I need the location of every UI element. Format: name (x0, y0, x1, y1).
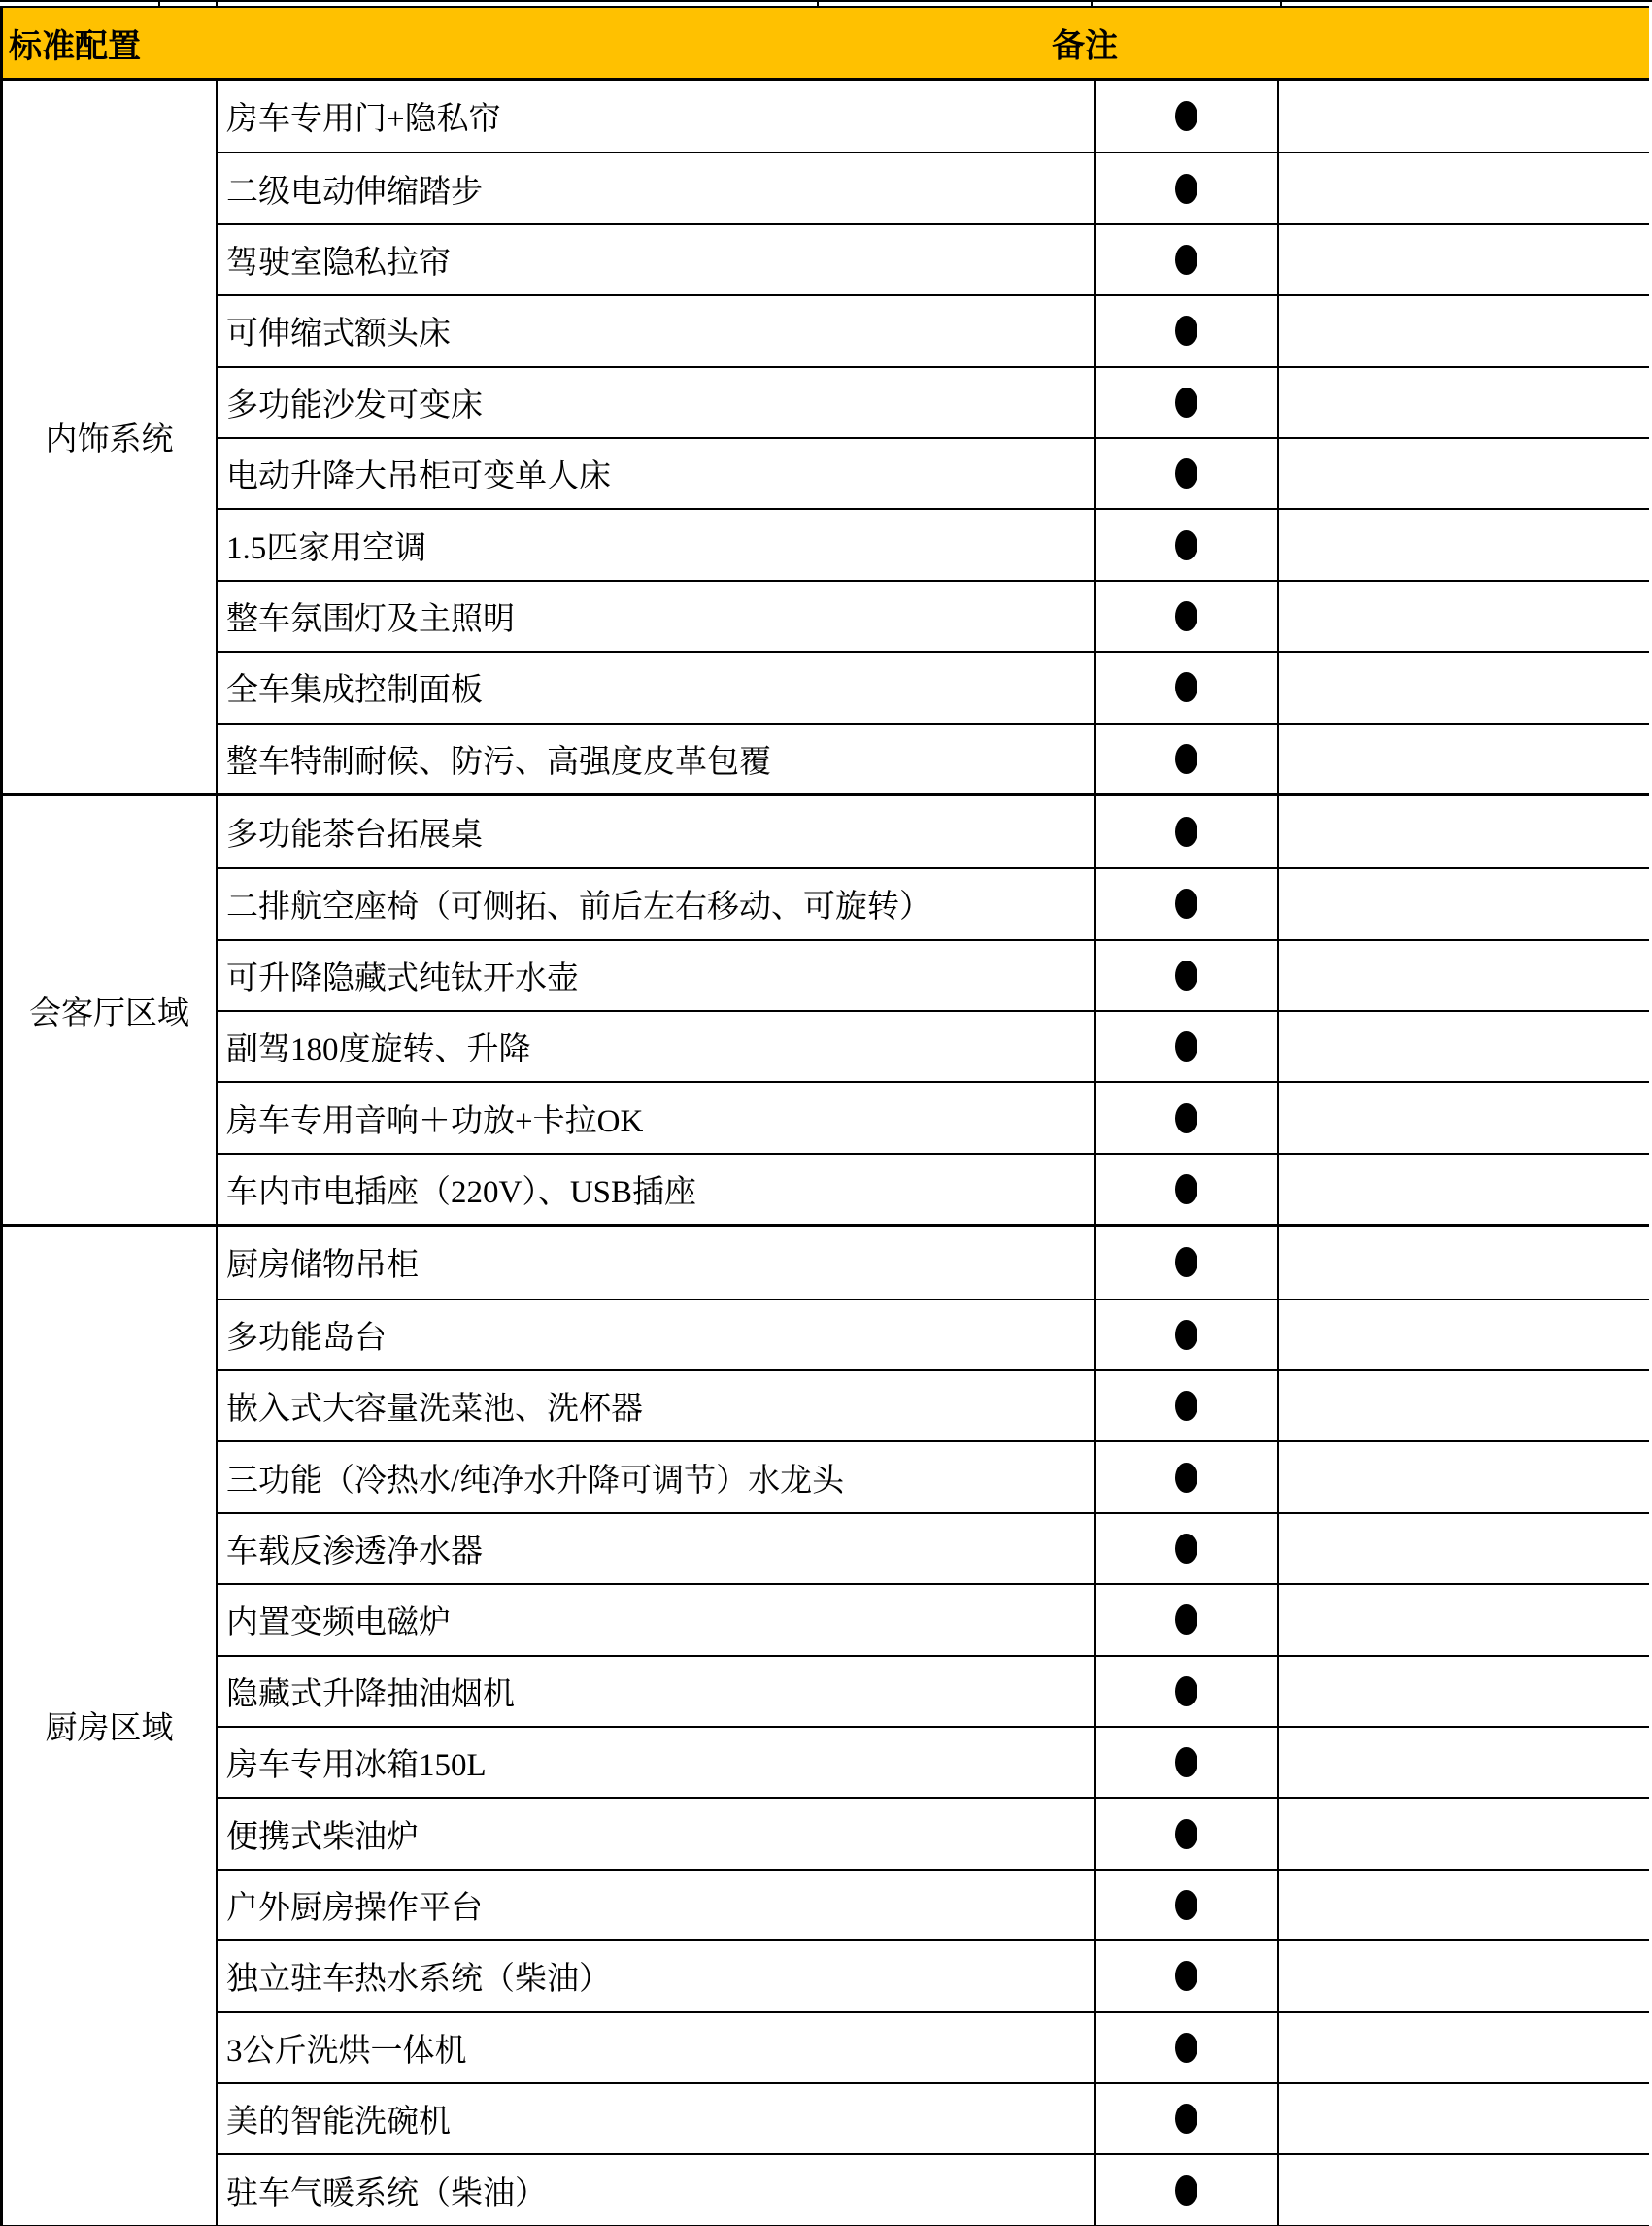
standard-dot-icon (1175, 889, 1197, 919)
remark-cell (1279, 1585, 1649, 1654)
table-row (218, 81, 1649, 152)
table-row (218, 1655, 1649, 1726)
table-row (218, 1440, 1649, 1511)
table-row (218, 1512, 1649, 1583)
remark-cell (1279, 1871, 1649, 1939)
feature-cell: 副驾180度旋转、升降 (218, 1012, 1096, 1081)
table-row (218, 2153, 1649, 2224)
feature-cell: 房车专用门+隐私帘 (218, 81, 1096, 152)
spec-table-body (3, 81, 1649, 2226)
standard-dot-icon (1175, 1391, 1197, 1421)
remark-cell (1279, 1083, 1649, 1152)
table-header (3, 6, 1649, 81)
remark-cell (1279, 2013, 1649, 2082)
standard-cell (1096, 510, 1279, 579)
remark-cell (1279, 582, 1649, 651)
standard-cell (1096, 225, 1279, 294)
feature-cell: 可伸缩式额头床 (218, 296, 1096, 365)
standard-cell (1096, 582, 1279, 651)
feature-cell: 三功能（冷热水/纯净水升降可调节）水龙头 (218, 1442, 1096, 1511)
standard-dot-icon (1175, 1320, 1197, 1350)
feature-cell: 户外厨房操作平台 (218, 1871, 1096, 1939)
feature-cell: 车内市电插座（220V）、USB插座 (218, 1155, 1096, 1224)
remark-cell (1279, 439, 1649, 508)
remark-cell (1279, 1514, 1649, 1583)
feature-cell: 二级电动伸缩踏步 (218, 153, 1096, 222)
table-row (218, 366, 1649, 437)
table-row (218, 580, 1649, 651)
category-cell: 会客厅区域 (3, 796, 218, 1224)
standard-dot-icon (1175, 1890, 1197, 1920)
table-row (218, 152, 1649, 222)
feature-cell: 车载反渗透净水器 (218, 1514, 1096, 1583)
remark-cell (1279, 653, 1649, 722)
section-rows (218, 796, 1649, 1224)
standard-dot-icon (1175, 245, 1197, 275)
standard-dot-icon (1175, 672, 1197, 702)
standard-dot-icon (1175, 1463, 1197, 1493)
standard-dot-icon (1175, 601, 1197, 631)
table-row (218, 723, 1649, 793)
standard-dot-icon (1175, 1031, 1197, 1062)
feature-cell: 房车专用音响＋功放+卡拉OK (218, 1083, 1096, 1152)
standard-cell (1096, 796, 1279, 867)
feature-cell: 多功能茶台拓展桌 (218, 796, 1096, 867)
feature-cell: 多功能岛台 (218, 1300, 1096, 1369)
standard-cell (1096, 1300, 1279, 1369)
feature-cell: 厨房储物吊柜 (218, 1227, 1096, 1298)
table-section (3, 81, 1649, 793)
standard-dot-icon (1175, 817, 1197, 847)
section-rows (218, 1227, 1649, 2224)
remark-cell (1279, 153, 1649, 222)
standard-cell (1096, 941, 1279, 1010)
standard-cell (1096, 725, 1279, 793)
table-row (218, 1153, 1649, 1224)
remark-cell (1279, 1941, 1649, 2010)
feature-cell: 1.5匹家用空调 (218, 510, 1096, 579)
remark-cell (1279, 2155, 1649, 2224)
standard-dot-icon (1175, 1174, 1197, 1204)
remark-cell (1279, 1657, 1649, 1726)
category-cell: 厨房区域 (3, 1227, 218, 2224)
table-section (3, 1224, 1649, 2226)
table-row (218, 437, 1649, 508)
table-row (218, 1797, 1649, 1868)
remark-cell (1279, 510, 1649, 579)
standard-dot-icon (1175, 1103, 1197, 1133)
category-cell: 内饰系统 (3, 81, 218, 793)
feature-cell: 内置变频电磁炉 (218, 1585, 1096, 1654)
remark-cell (1279, 725, 1649, 793)
standard-dot-icon (1175, 2033, 1197, 2063)
standard-dot-icon (1175, 316, 1197, 346)
table-row (218, 2082, 1649, 2153)
standard-dot-icon (1175, 961, 1197, 991)
remark-cell (1279, 941, 1649, 1010)
table-row (218, 1726, 1649, 1797)
table-row (218, 1939, 1649, 2010)
feature-cell: 整车特制耐候、防污、高强度皮革包覆 (218, 725, 1096, 793)
feature-cell: 多功能沙发可变床 (218, 368, 1096, 437)
feature-cell: 驾驶室隐私拉帘 (218, 225, 1096, 294)
remark-cell (1279, 225, 1649, 294)
header-standard-config-label: 标准配置 (9, 28, 141, 65)
standard-dot-icon (1175, 101, 1197, 131)
feature-cell: 房车专用冰箱150L (218, 1728, 1096, 1797)
remark-cell (1279, 368, 1649, 437)
standard-dot-icon (1175, 2104, 1197, 2134)
standard-cell (1096, 1012, 1279, 1081)
table-row (218, 1227, 1649, 1298)
feature-cell: 全车集成控制面板 (218, 653, 1096, 722)
feature-cell: 美的智能洗碗机 (218, 2084, 1096, 2153)
remark-cell (1279, 2084, 1649, 2153)
feature-cell: 整车氛围灯及主照明 (218, 582, 1096, 651)
standard-cell (1096, 1442, 1279, 1511)
standard-dot-icon (1175, 388, 1197, 418)
standard-cell (1096, 153, 1279, 222)
table-section (3, 793, 1649, 1224)
remark-cell (1279, 81, 1649, 152)
remark-cell (1279, 1155, 1649, 1224)
standard-cell (1096, 1227, 1279, 1298)
standard-dot-icon (1175, 1534, 1197, 1564)
section-rows (218, 81, 1649, 793)
standard-dot-icon (1175, 1604, 1197, 1635)
table-row (218, 1869, 1649, 1939)
standard-cell (1096, 653, 1279, 722)
standard-dot-icon (1175, 1247, 1197, 1277)
feature-cell: 电动升降大吊柜可变单人床 (218, 439, 1096, 508)
standard-cell (1096, 1155, 1279, 1224)
standard-dot-icon (1175, 1747, 1197, 1777)
standard-dot-icon (1175, 174, 1197, 204)
standard-cell (1096, 439, 1279, 508)
standard-dot-icon (1175, 530, 1197, 560)
remark-cell (1279, 1442, 1649, 1511)
table-row (218, 1298, 1649, 1369)
table-row (218, 1583, 1649, 1654)
remark-cell (1279, 796, 1649, 867)
table-row (218, 2011, 1649, 2082)
feature-cell: 便携式柴油炉 (218, 1799, 1096, 1868)
standard-cell (1096, 1585, 1279, 1654)
standard-cell (1096, 1371, 1279, 1440)
standard-cell (1096, 1799, 1279, 1868)
feature-cell: 独立驻车热水系统（柴油） (218, 1941, 1096, 2010)
table-row (218, 651, 1649, 722)
table-row (218, 1369, 1649, 1440)
feature-cell: 二排航空座椅（可侧拓、前后左右移动、可旋转） (218, 869, 1096, 938)
table-row (218, 796, 1649, 867)
table-row (218, 294, 1649, 365)
standard-cell (1096, 81, 1279, 152)
remark-cell (1279, 869, 1649, 938)
spec-table (0, 6, 1649, 2226)
remark-cell (1279, 1371, 1649, 1440)
remark-cell (1279, 1728, 1649, 1797)
header-remark-label: 备注 (1052, 28, 1118, 65)
standard-cell (1096, 2155, 1279, 2224)
standard-cell (1096, 1728, 1279, 1797)
standard-cell (1096, 869, 1279, 938)
standard-dot-icon (1175, 744, 1197, 774)
standard-cell (1096, 368, 1279, 437)
table-row (218, 508, 1649, 579)
table-row (218, 867, 1649, 938)
table-row (218, 939, 1649, 1010)
feature-cell: 可升降隐藏式纯钛开水壶 (218, 941, 1096, 1010)
feature-cell: 嵌入式大容量洗菜池、洗杯器 (218, 1371, 1096, 1440)
standard-dot-icon (1175, 458, 1197, 489)
standard-cell (1096, 296, 1279, 365)
feature-cell: 隐藏式升降抽油烟机 (218, 1657, 1096, 1726)
standard-cell (1096, 1083, 1279, 1152)
standard-cell (1096, 2013, 1279, 2082)
standard-dot-icon (1175, 1961, 1197, 1991)
standard-dot-icon (1175, 1676, 1197, 1706)
standard-cell (1096, 1941, 1279, 2010)
feature-cell: 3公斤洗烘一体机 (218, 2013, 1096, 2082)
standard-cell (1096, 1514, 1279, 1583)
standard-dot-icon (1175, 2175, 1197, 2206)
remark-cell (1279, 296, 1649, 365)
remark-cell (1279, 1799, 1649, 1868)
standard-dot-icon (1175, 1819, 1197, 1849)
table-row (218, 1081, 1649, 1152)
standard-cell (1096, 1657, 1279, 1726)
feature-cell: 驻车气暖系统（柴油） (218, 2155, 1096, 2224)
standard-cell (1096, 2084, 1279, 2153)
table-row (218, 1010, 1649, 1081)
remark-cell (1279, 1300, 1649, 1369)
standard-cell (1096, 1871, 1279, 1939)
remark-cell (1279, 1012, 1649, 1081)
table-row (218, 223, 1649, 294)
remark-cell (1279, 1227, 1649, 1298)
